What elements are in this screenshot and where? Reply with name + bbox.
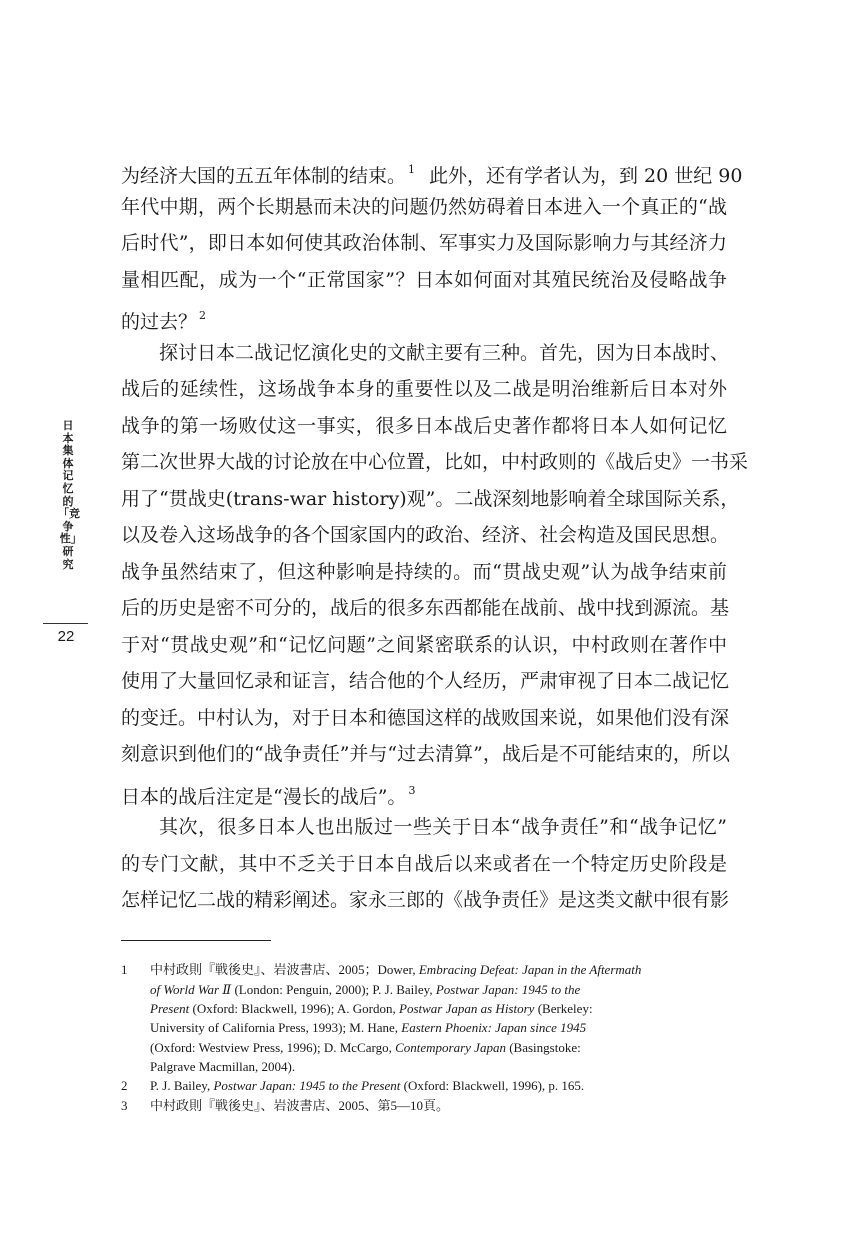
text-line: 以及卷入这场战争的各个国家国内的政治、经济、社会构造及国民思想。 (121, 524, 730, 546)
text-line: 后的历史是密不可分的，战后的很多东西都能在战前、战中找到源流。基 (121, 597, 730, 619)
text-line: 日本的战后注定是“漫长的战后”。 $^3$ (121, 784, 416, 808)
text-line: 量相匹配，成为一个“正常国家”？日本如何面对其殖民统治及侵略战争 (121, 269, 727, 291)
footnote-line: 中村政則『戦後史』、岩波書店、2005、第5—10頁。 (150, 1098, 450, 1113)
footnote-ref[interactable]: 1 (408, 163, 416, 176)
text-line: 战争虽然结束了，但这种影响是持续的。而“贯战史观”认为战争结束前 (121, 561, 727, 583)
text-line: 后时代”，即日本如何使其政治体制、军事实力及国际影响力与其经济力 (121, 232, 727, 254)
text-line: 战争的第一场败仗这一事实，很多日本战后史著作都将日本人如何记忆 (121, 415, 727, 437)
footnote-line: Present (Oxford: Blackwell, 1996); A. Gordon, Postwar Japan as History (Berkeley: (150, 1001, 593, 1016)
text-line: 年代中期，两个长期悬而未决的问题仍然妨碍着日本进入一个真正的“战 (121, 196, 727, 218)
text-line: 刻意识到他们的“战争责任”并与“过去清算”，战后是不可能结束的，所以 (121, 743, 730, 765)
text-line: 怎样记忆二战的精彩阐述。家永三郎的《战争责任》是这类文献中很有影 (121, 889, 730, 911)
text-line: 的专门文献，其中不乏关于日本自战后以来或者在一个特定历史阶段是 (121, 853, 727, 875)
text-line: 于对“贯战史观”和“记忆问题”之间紧密联系的认识，中村政则在著作中 (121, 634, 727, 656)
footnote-line: Palgrave Macmillan, 2004). (150, 1059, 296, 1074)
footnote-ref[interactable]: 3 (408, 784, 416, 797)
text-line: 用了“贯战史(trans-war history)观”。二战深刻地影响着全球国际关系， (121, 488, 740, 510)
footnote-number: 2 (121, 1078, 128, 1093)
footnote-line: P. J. Bailey, Postwar Japan: 1945 to the Present (Oxford: Blackwell, 1996), p. 165. (150, 1078, 585, 1093)
text-line: 第二次世界大战的讨论放在中心位置，比如，中村政则的《战后史》一书采 (121, 451, 749, 473)
running-title: 日本集体记忆的「竞争性」研究 (58, 419, 80, 571)
footnote-line: of World War Ⅱ (London: Penguin, 2000); P. J. Bailey, Postwar Japan: 1945 to the (150, 982, 581, 997)
footnote-number: 3 (121, 1098, 128, 1113)
text-line: 战后的延续性，这场战争本身的重要性以及二战是明治维新后日本对外 (121, 378, 727, 400)
footnote-ref[interactable]: 2 (199, 309, 207, 322)
text-line: 探讨日本二战记忆演化史的文献主要有三种。首先，因为日本战时、 (159, 342, 730, 364)
footnote-line: University of California Press, 1993); M. Hane, Eastern Phoenix: Japan since 1945 (150, 1020, 587, 1035)
text-line: 的变迁。中村认为，对于日本和德国这样的战败国来说，如果他们没有深 (121, 707, 730, 729)
footnote-line: 中村政則『戦後史』、岩波書店、2005；Dower, Embracing Defeat: Japan in the Aftermath (150, 962, 642, 977)
text-line: 其次，很多日本人也出版过一些关于日本“战争责任”和“战争记忆” (159, 816, 727, 838)
text-line: 的过去？ $^2$ (121, 309, 207, 333)
page-number: 22 (57, 628, 75, 645)
text-line: 为经济大国的五五年体制的结束。 $^1$ 此外，还有学者认为，到 20 世纪 90 (121, 163, 743, 187)
footnote-number: 1 (121, 962, 128, 977)
footnote-line: (Oxford: Westview Press, 1996); D. McCargo, Contemporary Japan (Basingstoke: (150, 1040, 581, 1055)
footnote-separator (121, 940, 271, 941)
text-line: 使用了大量回忆录和证言，结合他的个人经历，严肃审视了日本二战记忆 (121, 670, 730, 692)
page-number-divider (43, 623, 88, 624)
